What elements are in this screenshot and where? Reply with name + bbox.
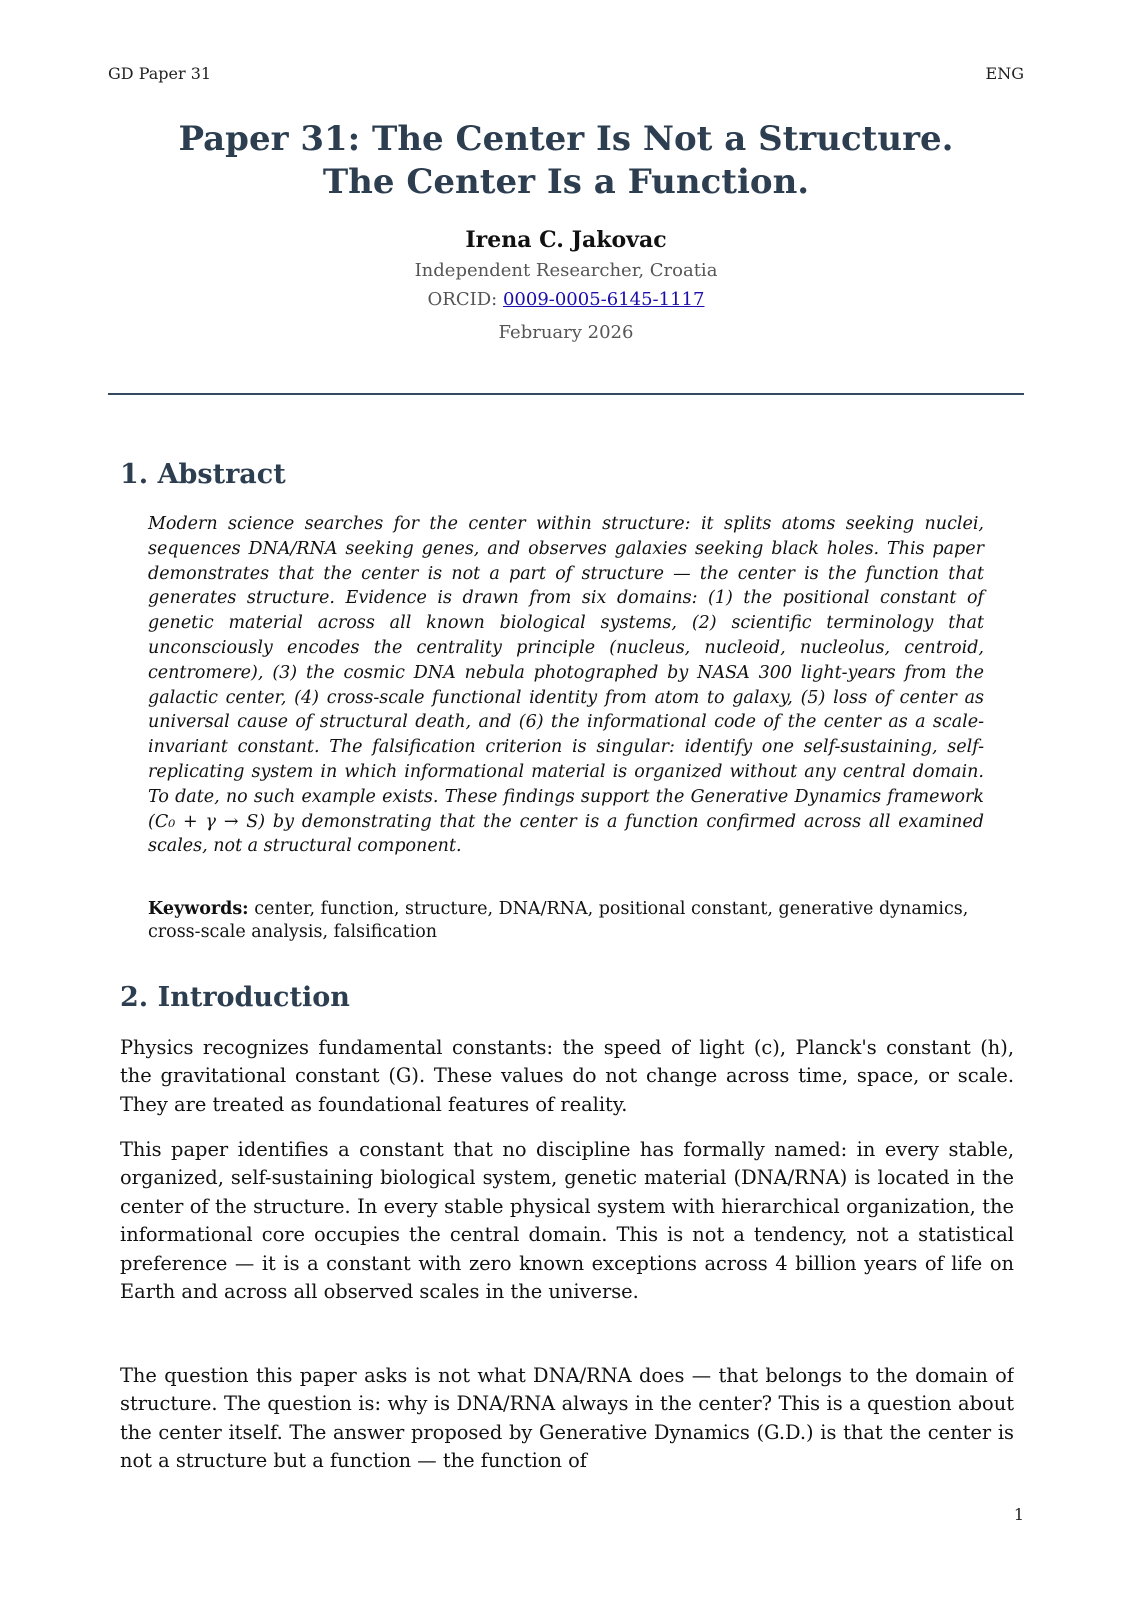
orcid-label: ORCID: <box>427 289 498 310</box>
keywords-label: Keywords: <box>148 899 249 919</box>
running-header <box>108 64 1024 83</box>
paper-title <box>108 118 1024 204</box>
publication-date: February 2026 <box>498 322 634 343</box>
title-line-2: The Center Is a Function. <box>322 162 810 202</box>
orcid-line <box>108 289 1024 310</box>
header-right: ENG <box>985 64 1024 83</box>
introduction-paragraph-3: The question this paper asks is not what DNA/RNA does — that belongs to the domain of structure. The question is: why is DNA/RNA always in the center? This is a question about the center itself. The answer proposed by Generative Dynamics (G.D.) is that the center is not a structure but a function — the function of <box>120 1364 1014 1473</box>
introduction-paragraph-2: This paper identifies a constant that no discipline has formally named: in every stable, organized, self-sustaining biological system, genetic material (DNA/RNA) is located in the center of the structure. In every stable physical system with hierarchical organization, the informational core occupies the central domain. This is not a tendency, not a statistical preference — it is a constant with zero known exceptions across 4 billion years of life on Earth and across all observed scales in the universe. <box>120 1138 1014 1304</box>
title-line-1: Paper 31: The Center Is Not a Structure. <box>178 119 954 159</box>
author-affiliation: Independent Researcher, Croatia <box>414 260 718 281</box>
keywords-list: center, function, structure, DNA/RNA, positional constant, generative dynamics, cross-scale analysis, falsification <box>148 899 969 942</box>
page-number: 1 <box>1013 1505 1024 1524</box>
title-divider <box>108 393 1024 395</box>
keywords <box>148 898 984 944</box>
abstract-text: Modern science searches for the center within structure: it splits atoms seeking nuclei, sequences DNA/RNA seeking genes, and observes galaxies seeking black holes. This paper demonstrates that the center is not a part of structure — the center is the function that generates structure. Evidence is drawn from six domains: (1) the positional constant of genetic material across all known biological systems, (2) scientific terminology that unconsciously encodes the centrality principle (nucleus, nucleoid, nucleolus, centroid, centromere), (3) the cosmic DNA nebula photographed by NASA 300 light-years from the galactic center, (4) cross-scale functional identity from atom to galaxy, (5) loss of center as universal cause of structural death, and (6) the informational code of the center as a scale-invariant constant. The falsification criterion is singular: identify one self-sustaining, self-replicating system in which informational material is organized without any central domain. To date, no such example exists. These findings support the Generative Dynamics framework (C₀ + γ → S) by demonstrating that the center is a function confirmed across all examined scales, not a structural component. <box>148 514 984 857</box>
header-left: GD Paper 31 <box>108 64 212 83</box>
orcid-link[interactable]: 0009-0005-6145-1117 <box>502 289 705 310</box>
author-name: Irena C. Jakovac <box>465 227 667 253</box>
introduction-heading: 2. Introduction <box>120 982 350 1013</box>
abstract-heading: 1. Abstract <box>120 459 286 490</box>
introduction-paragraph-1: Physics recognizes fundamental constants: the speed of light (c), Planck's constant (h), the gravitational constant (G). These values do not change across time, space, or scale. They are treated as foundational features of reality. <box>120 1036 1014 1116</box>
